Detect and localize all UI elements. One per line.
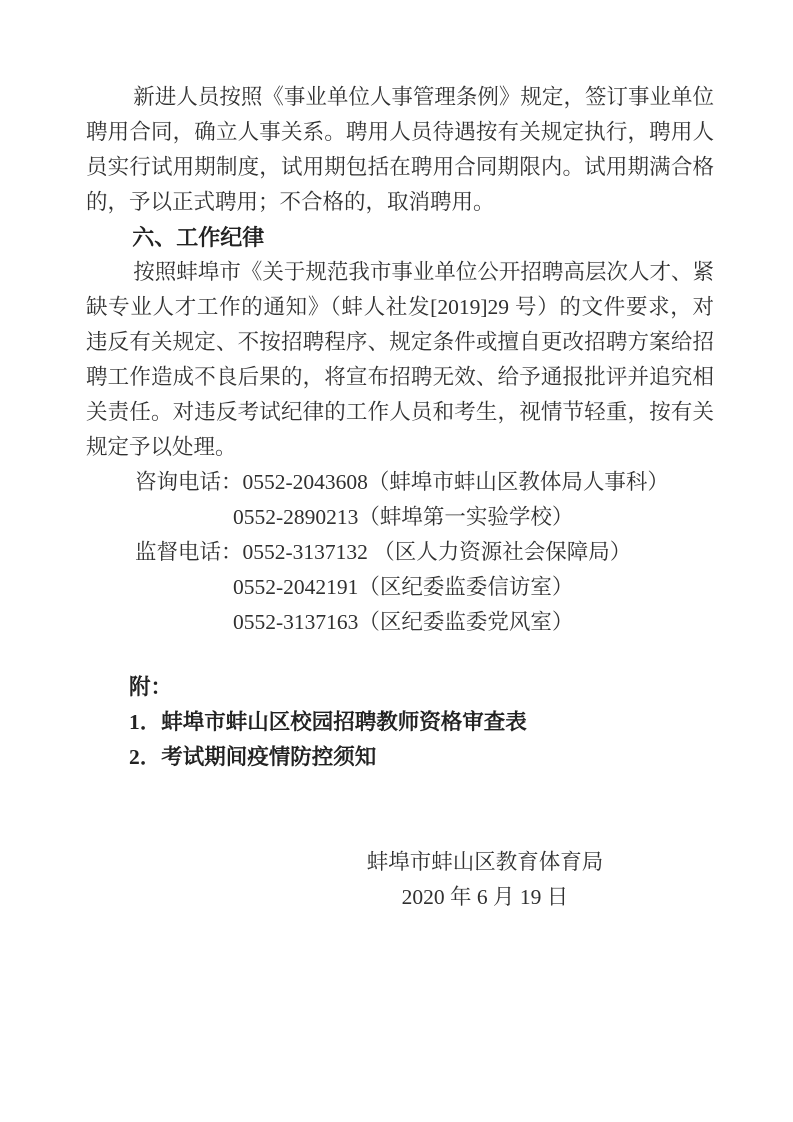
paragraph-hiring-terms: 新进人员按照《事业单位人事管理条例》规定，签订事业单位聘用合同，确立人事关系。聘用人员待遇按有关规定执行，聘用人员实行试用期制度，试用期包括在聘用合同期限内。试用期满合格的，予以正式聘用；不合格的，取消聘用。 [86,85,714,214]
section-heading-work-discipline: 六、工作纪律 [132,225,265,250]
attachments-section [86,670,714,775]
notice-body [86,80,714,915]
signature-block [300,845,670,915]
contact-phone-list [86,465,714,640]
contact-line-consult-phone-1: 咨询电话：0552-2043608（蚌埠市蚌山区教体局人事科） [135,470,669,494]
contact-line-consult-phone-2: 0552-2890213（蚌埠第一实验学校） [233,505,574,529]
paragraph-work-discipline: 按照蚌埠市《关于规范我市事业单位公开招聘高层次人才、紧缺专业人才工作的通知》（蚌人社发[2019]29 号）的文件要求，对违反有关规定、不按招聘程序、规定条件或擅自更改招聘方案给招聘工作造成不良后果的，将宣布招聘无效、给予通报批评并追究相关责任。对违反考试纪律的工作人员和考生，视情节轻重，按有关规定予以处理。 [86,260,714,459]
attachments-label: 附： [129,675,173,699]
attachment-item-epidemic-prevention-notice: 2．考试期间疫情防控须知 [129,745,377,769]
contact-line-supervise-phone-3: 0552-3137163（区纪委监委党风室） [233,610,574,634]
attachment-item-qualification-review-form: 1．蚌埠市蚌山区校园招聘教师资格审查表 [129,710,527,734]
contact-line-supervise-phone-2: 0552-2042191（区纪委监委信访室） [233,575,574,599]
issuing-authority: 蚌埠市蚌山区教育体育局 [366,850,604,874]
issue-date: 2020 年 6 月 19 日 [401,885,569,909]
contact-line-supervise-phone-1: 监督电话：0552-3137132 （区人力资源社会保障局） [135,540,632,564]
